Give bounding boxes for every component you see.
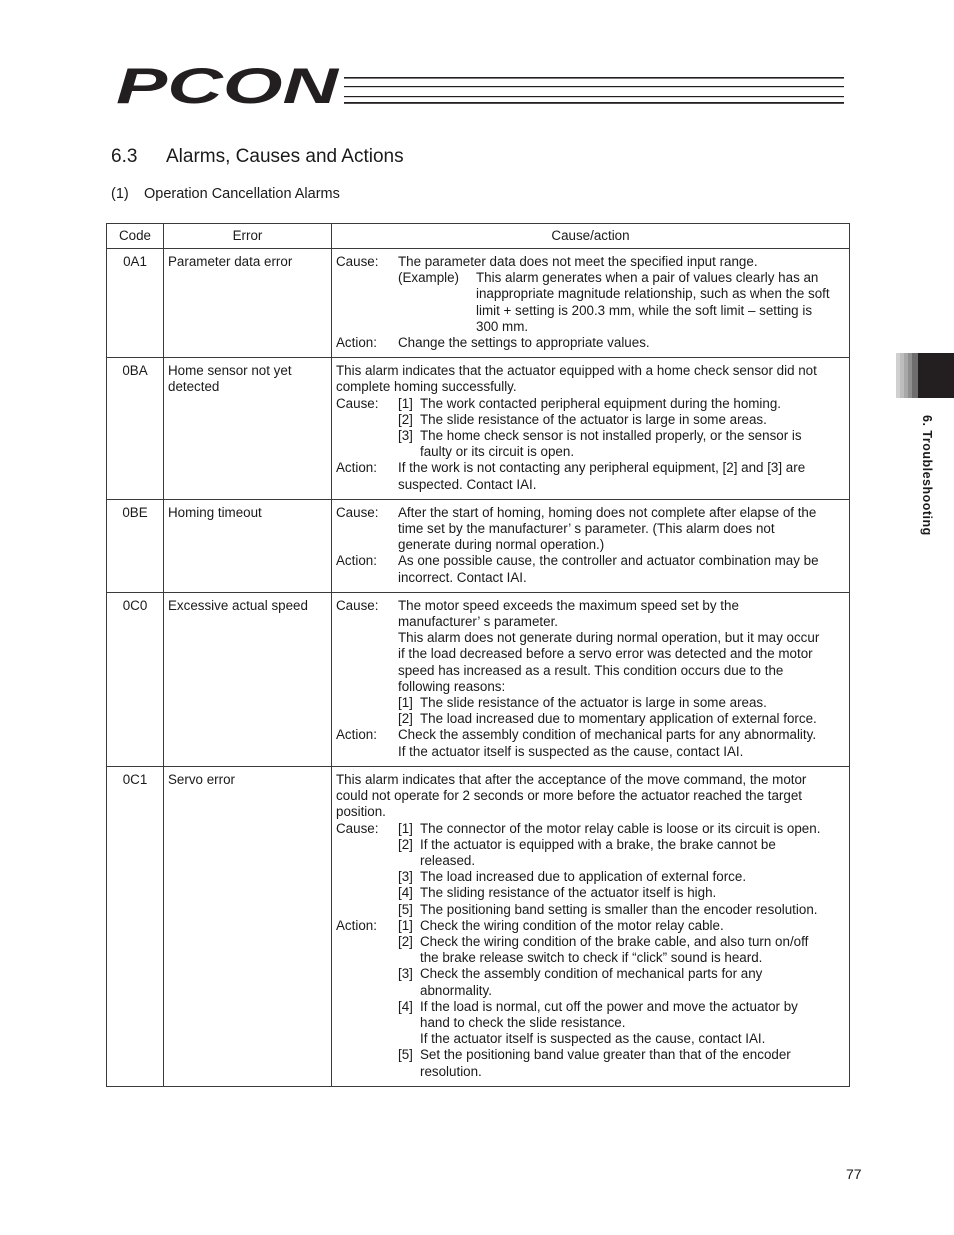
section-number: 6.3: [111, 146, 138, 167]
labeled-block: [336, 727, 845, 759]
item-number: [2]: [398, 836, 413, 852]
item-text: [420, 428, 845, 460]
action-text: Change the settings to appropriate values.: [398, 335, 650, 351]
labeled-block: [336, 460, 845, 492]
action-line: If the actuator itself is suspected as the cause, contact IAI.: [398, 743, 744, 759]
cause-line: After the start of homing, homing does not complete after elapse of the: [398, 504, 817, 520]
item-line: The home check sensor is not installed properly, or the sensor is: [420, 428, 802, 444]
alarm-cause-action: [332, 499, 850, 592]
item-number: [1]: [398, 395, 413, 411]
example-line: 300 mm.: [476, 318, 529, 334]
item-line: The positioning band setting is smaller than the encoder resolution.: [420, 901, 818, 917]
numbered-item: [398, 902, 845, 918]
item-line: Check the wiring condition of the brake cable, and also turn on/off: [420, 933, 809, 949]
block-body: [398, 505, 845, 554]
error-text: Homing timeout: [168, 504, 262, 520]
item-number: [3]: [398, 966, 413, 982]
block-label: Action:: [336, 460, 377, 476]
item-number: [2]: [398, 933, 413, 949]
block-body: [398, 254, 845, 335]
item-number: [1]: [398, 820, 413, 836]
labeled-block: [336, 553, 845, 585]
pcon-logo-graphic: [116, 62, 846, 108]
cause-line: following reasons:: [398, 678, 506, 694]
item-number: [4]: [398, 998, 413, 1014]
numbered-item: [398, 695, 845, 711]
alarm-table-body: [107, 249, 850, 1087]
error-text: Servo error: [168, 771, 235, 787]
chapter-tab-stripes: [896, 353, 918, 398]
labeled-block: [336, 918, 845, 1080]
item-number: [1]: [398, 917, 413, 933]
cause-text: The parameter data does not meet the specified input range.: [398, 254, 758, 269]
intro-line: This alarm indicates that after the acceptance of the move command, the motor: [336, 771, 807, 787]
item-text: [420, 869, 845, 885]
item-text: [420, 695, 845, 711]
intro-line: complete homing successfully.: [336, 379, 517, 395]
item-text: [420, 902, 845, 918]
numbered-item: [398, 885, 845, 901]
block-label: Action:: [336, 553, 377, 569]
block-label: Action:: [336, 917, 377, 933]
numbered-item: [398, 934, 845, 966]
item-text: [420, 837, 845, 869]
item-text: [420, 396, 845, 412]
block-label: Cause:: [336, 597, 379, 613]
block-body: [398, 821, 845, 918]
cause-line: time set by the manufacturer’ s parameter. (This alarm does not: [398, 521, 775, 537]
labeled-block: [336, 396, 845, 461]
labeled-block: [336, 254, 845, 335]
cause-line: speed has increased as a result. This condition occurs due to the: [398, 662, 784, 678]
numbered-item: [398, 869, 845, 885]
cause-line: The motor speed exceeds the maximum speed set by the: [398, 597, 739, 613]
header-error: Error: [164, 224, 332, 249]
item-number: [5]: [398, 901, 413, 917]
numbered-item: [398, 396, 845, 412]
table-row: [107, 766, 850, 1086]
block-body: [398, 553, 845, 585]
example-block: [398, 270, 845, 335]
item-line: The connector of the motor relay cable is loose or its circuit is open.: [420, 820, 821, 836]
chapter-side-label-text: 6. Troubleshooting: [920, 415, 934, 536]
item-line: The load increased due to application of external force.: [420, 869, 747, 885]
alarm-cause-action: [332, 358, 850, 500]
item-text: [420, 885, 845, 901]
example-label: (Example): [398, 270, 460, 286]
item-line: Set the positioning band value greater than that of the encoder: [420, 1047, 791, 1063]
numbered-item: [398, 966, 845, 998]
table-row: [107, 358, 850, 500]
block-body: [398, 335, 845, 351]
labeled-block: [336, 598, 845, 728]
table-row: [107, 499, 850, 592]
chapter-tab-marker: [918, 353, 954, 398]
example-line: inappropriate magnitude relationship, such as when the soft: [476, 286, 830, 302]
numbered-item: [398, 1047, 845, 1079]
table-row: [107, 592, 850, 766]
item-text: [420, 934, 845, 966]
example-line: limit + setting is 200.3 mm, while the soft limit – setting is: [476, 302, 813, 318]
item-text: [420, 966, 845, 998]
item-line: released.: [420, 852, 476, 868]
error-line: detected: [168, 379, 220, 395]
item-line: Check the assembly condition of mechanical parts for any: [420, 966, 763, 982]
action-line: As one possible cause, the controller and actuator combination may be: [398, 553, 819, 569]
alarm-cause-action: [332, 592, 850, 766]
cause-line: if the load decreased before a servo error was detected and the motor: [398, 646, 813, 662]
subsection-number: (1): [111, 186, 129, 202]
chapter-side-label: [920, 415, 936, 615]
cause-line: manufacturer’ s parameter.: [398, 614, 559, 630]
alarm-error: [164, 249, 332, 358]
alarm-code: 0C1: [107, 766, 164, 1086]
section-title: [111, 146, 404, 168]
block-label: Action:: [336, 335, 377, 351]
alarm-cause-action: [332, 766, 850, 1086]
block-label: Cause:: [336, 395, 379, 411]
alarm-cause-action: [332, 249, 850, 358]
item-number: [2]: [398, 711, 413, 727]
block-label: Action:: [336, 727, 377, 743]
action-line: If the work is not contacting any peripheral equipment, [2] and [3] are: [398, 460, 806, 476]
example-line: This alarm generates when a pair of values clearly has an: [476, 270, 819, 286]
numbered-item: [398, 412, 845, 428]
alarm-table: [106, 223, 850, 1087]
item-text: [420, 999, 845, 1048]
item-text: [420, 1047, 845, 1079]
labeled-block: [336, 505, 845, 554]
block-body: [398, 727, 845, 759]
item-line: the brake release switch to check if “click” sound is heard.: [420, 950, 763, 966]
item-text: [420, 412, 845, 428]
block-body: [398, 396, 845, 461]
item-line: The sliding resistance of the actuator itself is high.: [420, 885, 717, 901]
example-text: [476, 270, 845, 335]
error-text: Excessive actual speed: [168, 597, 308, 613]
alarm-code: 0BE: [107, 499, 164, 592]
header-code: Code: [107, 224, 164, 249]
numbered-item: [398, 428, 845, 460]
item-line: If the load is normal, cut off the power and move the actuator by: [420, 998, 798, 1014]
block-label: Cause:: [336, 820, 379, 836]
block-label: Cause:: [336, 254, 379, 269]
item-line: The slide resistance of the actuator is large in some areas.: [420, 695, 767, 711]
alarm-code: 0C0: [107, 592, 164, 766]
pcon-logo: [116, 62, 846, 108]
item-line: Check the wiring condition of the motor relay cable.: [420, 917, 724, 933]
item-line: If the actuator is equipped with a brake, the brake cannot be: [420, 836, 776, 852]
page-number: 77: [846, 1166, 862, 1182]
item-line: hand to check the slide resistance.: [420, 1014, 626, 1030]
action-line: Check the assembly condition of mechanical parts for any abnormality.: [398, 727, 817, 743]
block-body: [398, 598, 845, 728]
item-number: [1]: [398, 695, 413, 711]
error-line: Home sensor not yet: [168, 363, 292, 379]
svg-text:PCON: PCON: [116, 62, 340, 108]
subsection-title-text: Operation Cancellation Alarms: [144, 186, 340, 202]
intro-line: This alarm indicates that the actuator equipped with a home check sensor did not: [336, 363, 817, 379]
item-text: [420, 711, 845, 727]
numbered-item: [398, 711, 845, 727]
item-number: [5]: [398, 1047, 413, 1063]
item-line: The load increased due to momentary application of external force.: [420, 711, 817, 727]
error-text: Parameter data error: [168, 254, 293, 269]
header-cause-action: Cause/action: [332, 224, 850, 249]
subsection-title: [111, 186, 340, 202]
alarm-error: [164, 592, 332, 766]
alarm-error: [164, 766, 332, 1086]
intro-line: could not operate for 2 seconds or more before the actuator reached the target: [336, 788, 802, 804]
action-line: suspected. Contact IAI.: [398, 476, 537, 492]
cause-line: generate during normal operation.): [398, 537, 605, 553]
numbered-item: [398, 837, 845, 869]
item-line: If the actuator itself is suspected as the cause, contact IAI.: [420, 1031, 766, 1047]
item-line: The slide resistance of the actuator is large in some areas.: [420, 411, 767, 427]
block-body: [398, 918, 845, 1080]
item-number: [4]: [398, 885, 413, 901]
cause-line: This alarm does not generate during normal operation, but it may occur: [398, 630, 820, 646]
intro-line: position.: [336, 804, 386, 820]
item-number: [3]: [398, 869, 413, 885]
item-line: The work contacted peripheral equipment during the homing.: [420, 395, 782, 411]
item-line: abnormality.: [420, 982, 492, 998]
table-header-row: [107, 224, 850, 249]
numbered-item: [398, 821, 845, 837]
labeled-block: [336, 335, 845, 351]
item-number: [3]: [398, 428, 413, 444]
section-title-text: Alarms, Causes and Actions: [166, 146, 404, 167]
numbered-item: [398, 918, 845, 934]
item-line: resolution.: [420, 1063, 482, 1079]
alarm-error: [164, 499, 332, 592]
alarm-error: [164, 358, 332, 500]
block-body: [398, 460, 845, 492]
labeled-block: [336, 821, 845, 918]
action-line: incorrect. Contact IAI.: [398, 569, 527, 585]
item-number: [2]: [398, 411, 413, 427]
item-text: [420, 918, 845, 934]
item-text: [420, 821, 845, 837]
block-label: Cause:: [336, 504, 379, 520]
alarm-code: 0A1: [107, 249, 164, 358]
alarm-code: 0BA: [107, 358, 164, 500]
table-row: [107, 249, 850, 358]
numbered-item: [398, 999, 845, 1048]
item-line: faulty or its circuit is open.: [420, 444, 575, 460]
